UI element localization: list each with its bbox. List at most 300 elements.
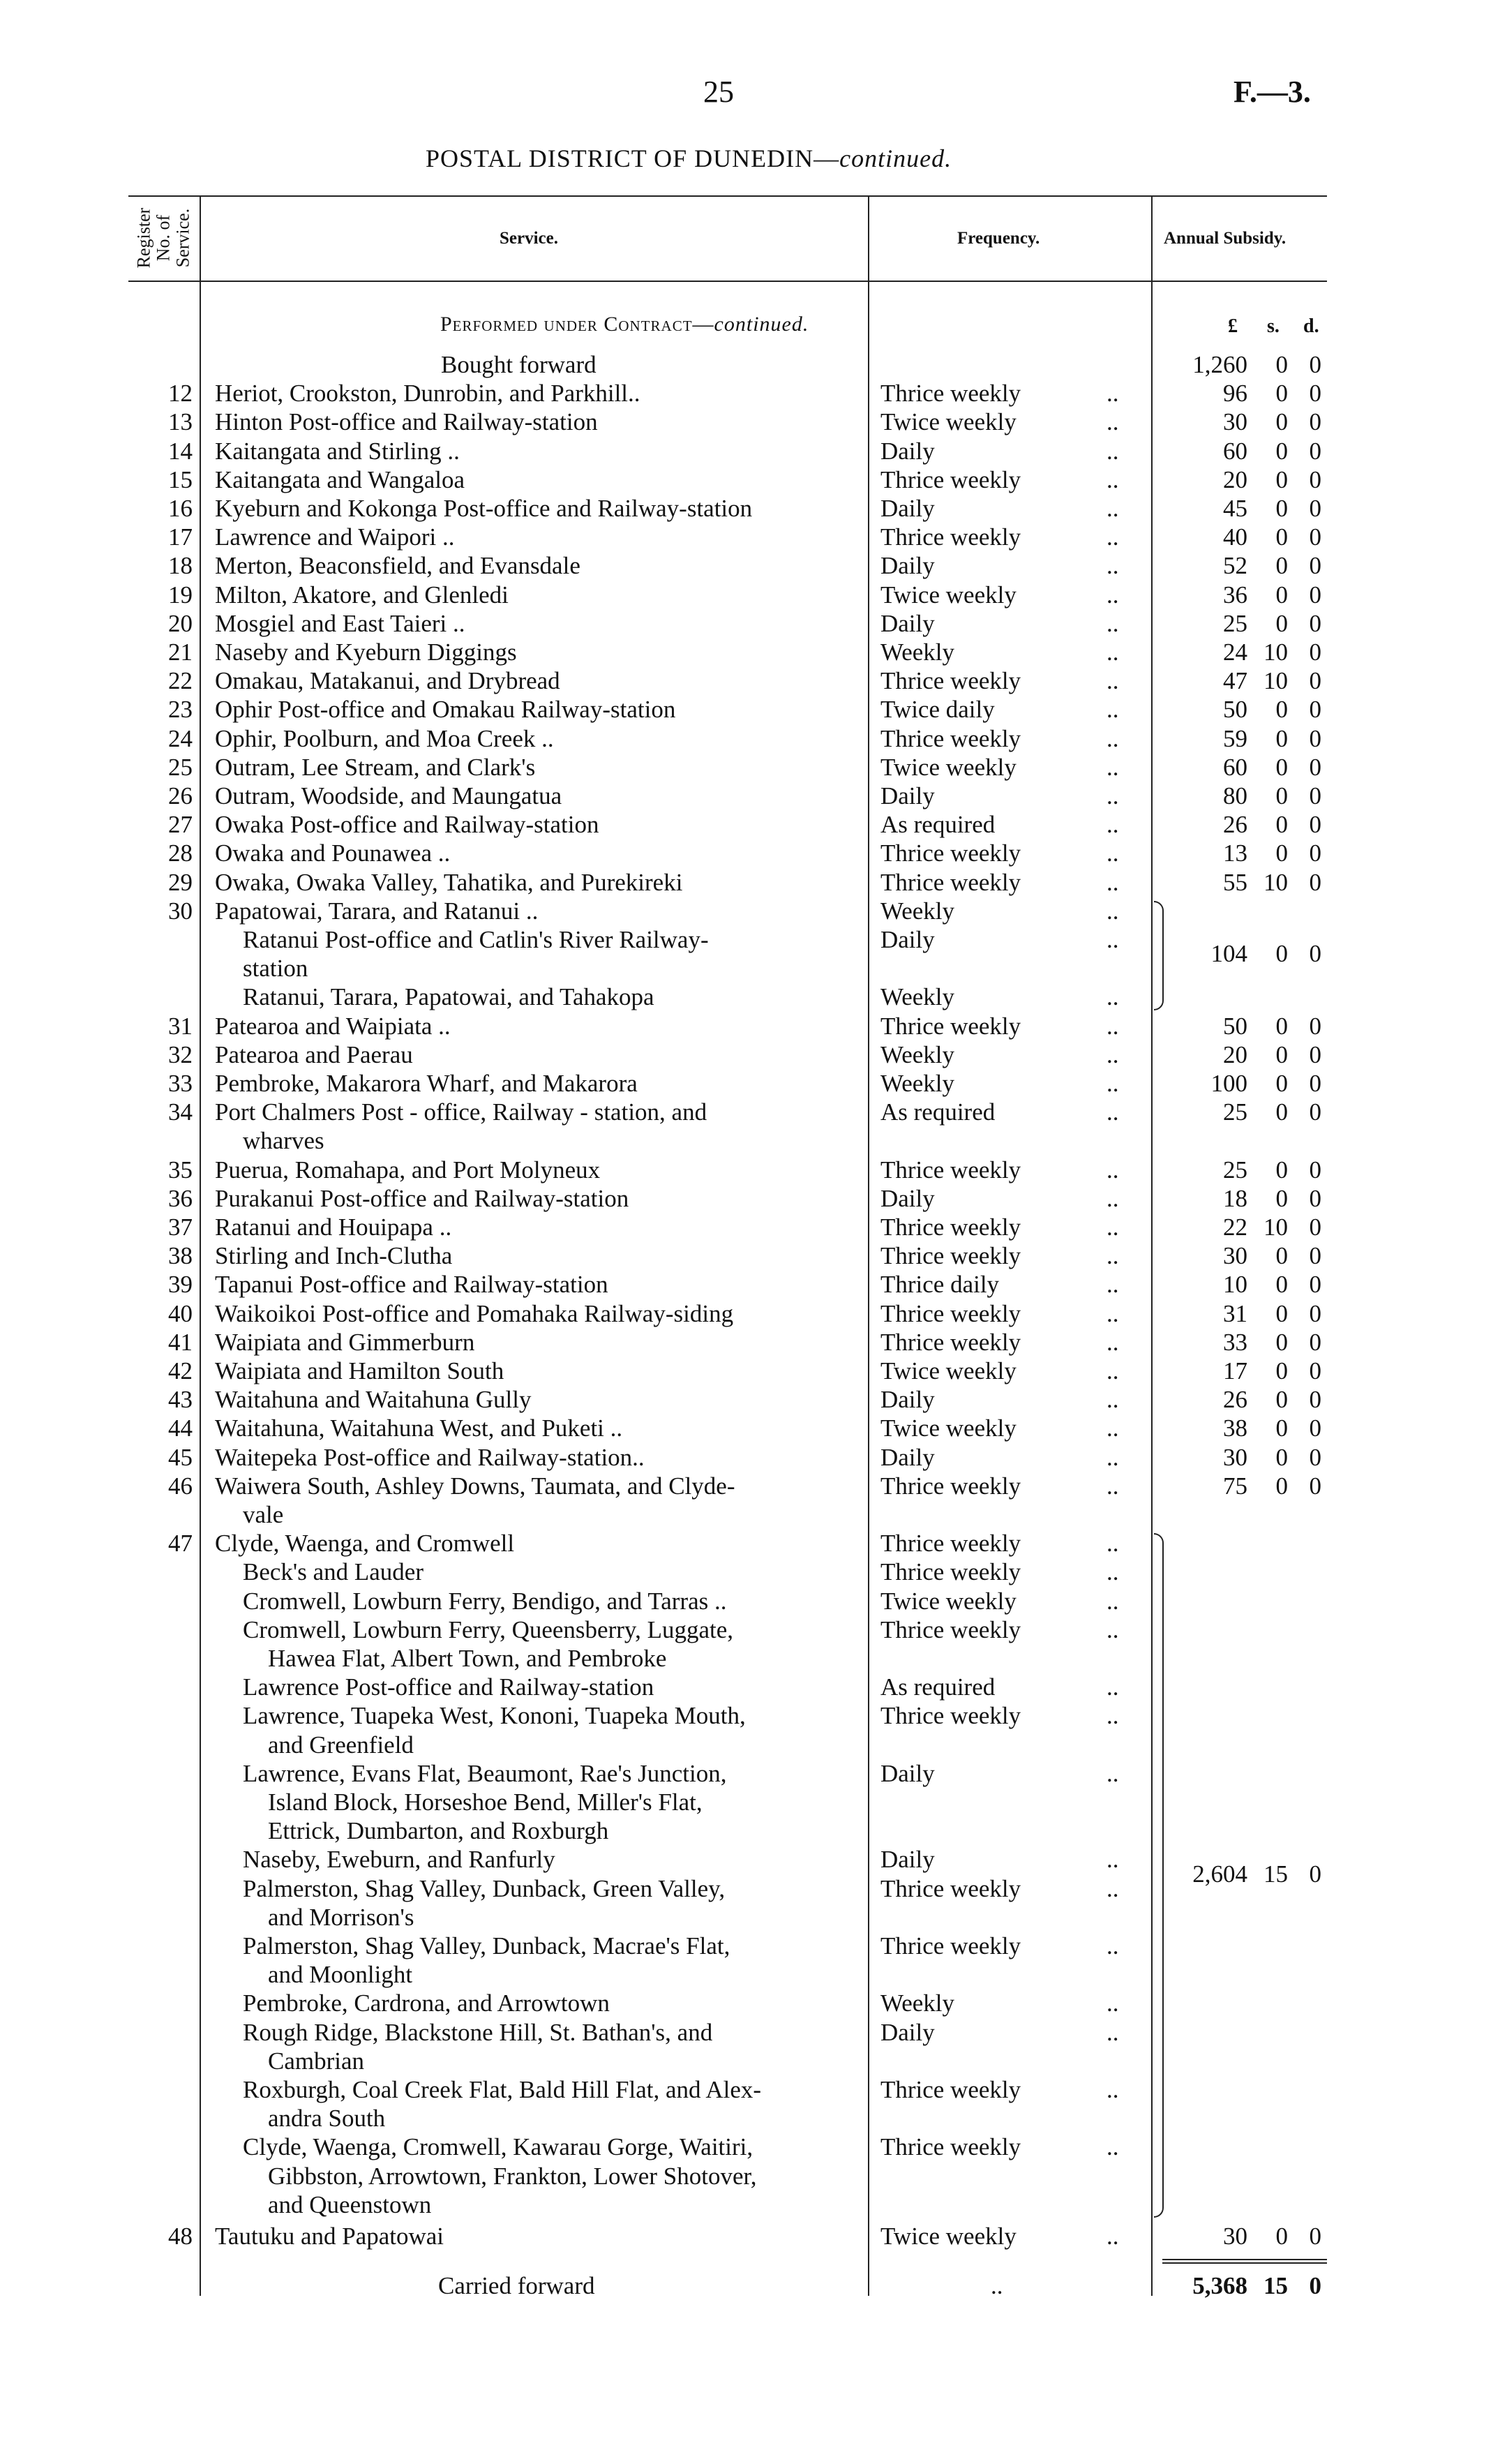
register-number: 16 xyxy=(168,495,193,522)
leader-dots: .. xyxy=(1107,523,1119,551)
frequency: Twice weekly xyxy=(880,1357,1017,1384)
leader-dots: .. xyxy=(1107,1472,1119,1500)
amount-pence: 0 xyxy=(1309,940,1321,968)
frequency: As required xyxy=(880,1673,996,1701)
amount-pence: 0 xyxy=(1309,1242,1321,1270)
frequency: Weekly xyxy=(880,1040,955,1068)
register-number: 20 xyxy=(168,609,193,637)
frequency: Thrice weekly xyxy=(880,1012,1021,1040)
register-number: 41 xyxy=(168,1328,193,1356)
service-name: Waitahuna, Waitahuna West, and Puketi .. xyxy=(215,1414,623,1442)
amount-shillings: 0 xyxy=(1275,2223,1288,2250)
leader-dots: .. xyxy=(1107,609,1119,637)
leader-dots: .. xyxy=(1107,1012,1119,1040)
group47-line xyxy=(0,1558,1500,1586)
frequency: Thrice weekly xyxy=(880,1214,1021,1241)
frequency: Thrice weekly xyxy=(880,2133,1021,2161)
amount-pounds: 100 xyxy=(1210,1070,1247,1097)
leader-dots: .. xyxy=(1107,926,1119,953)
service-name: and Greenfield xyxy=(268,1731,414,1759)
amount-pence: 0 xyxy=(1309,351,1321,378)
table-row xyxy=(0,753,1500,782)
amount-pounds: 33 xyxy=(1223,1328,1247,1356)
leader-dots: .. xyxy=(1107,380,1119,408)
amount-pence: 0 xyxy=(1309,1214,1321,1241)
table-row xyxy=(0,638,1500,666)
amount-pence: 0 xyxy=(1309,1443,1321,1471)
group47-line xyxy=(0,1816,1500,1845)
leader-dots: .. xyxy=(1107,639,1119,666)
amount-pounds: 80 xyxy=(1223,782,1247,809)
frequency: Twice weekly xyxy=(880,1587,1017,1615)
leader-dots: .. xyxy=(1107,2223,1119,2250)
register-number: 42 xyxy=(168,1357,193,1384)
table-row xyxy=(0,1443,1500,1472)
amount-pounds: 60 xyxy=(1223,437,1247,465)
frequency: Twice weekly xyxy=(880,408,1017,436)
brace-group47 xyxy=(1154,1533,1164,2218)
amount-pence: 0 xyxy=(1309,380,1321,408)
service-name: Waitahuna and Waitahuna Gully xyxy=(215,1386,532,1414)
table-row xyxy=(0,724,1500,753)
frequency: Daily xyxy=(880,495,935,522)
amount-pence: 0 xyxy=(1309,696,1321,724)
service-name: Owaka and Pounawea .. xyxy=(215,839,451,867)
amount-pounds: 40 xyxy=(1223,523,1247,551)
table-row xyxy=(0,1126,1500,1155)
bought-forward-label: Bought forward xyxy=(441,351,597,378)
group47-line xyxy=(0,1759,1500,1788)
amount-pence: 0 xyxy=(1309,1357,1321,1384)
leader-dots: .. xyxy=(1107,1443,1119,1471)
amount-pence: 0 xyxy=(1309,1386,1321,1414)
service-name: Port Chalmers Post - office, Railway - station, and xyxy=(215,1098,707,1126)
register-number: 35 xyxy=(168,1156,193,1184)
service-name: vale xyxy=(243,1501,284,1528)
register-number: 43 xyxy=(168,1386,193,1414)
group30-line xyxy=(0,897,1500,925)
amount-shillings: 0 xyxy=(1275,1271,1288,1299)
leader-dots: .. xyxy=(1107,782,1119,809)
unit-pounds: £ xyxy=(1228,315,1238,337)
table-row xyxy=(0,1156,1500,1184)
service-name: Waipiata and Gimmerburn xyxy=(215,1328,475,1356)
amount-shillings: 0 xyxy=(1275,1156,1288,1184)
service-name: Waitepeka Post-office and Railway-station.. xyxy=(215,1443,645,1471)
amount-shillings: 0 xyxy=(1275,1443,1288,1471)
table-row xyxy=(0,1500,1500,1529)
frequency: Daily xyxy=(880,609,935,637)
service-name: andra South xyxy=(268,2105,386,2133)
table-row xyxy=(0,465,1500,494)
table-row xyxy=(0,581,1500,609)
amount-shillings: 15 xyxy=(1263,1860,1288,1888)
service-name: Waiwera South, Ashley Downs, Taumata, and Clyde- xyxy=(215,1472,735,1500)
amount-pence: 0 xyxy=(1309,1414,1321,1442)
register-number: 37 xyxy=(168,1214,193,1241)
register-number: 40 xyxy=(168,1299,193,1327)
service-name: Lawrence Post-office and Railway-station xyxy=(243,1673,654,1701)
amount-shillings: 0 xyxy=(1275,523,1288,551)
frequency: Daily xyxy=(880,437,935,465)
amount-shillings: 0 xyxy=(1275,437,1288,465)
unit-shillings: s. xyxy=(1267,315,1280,337)
amount-shillings: 0 xyxy=(1275,940,1288,968)
amount-shillings: 0 xyxy=(1275,380,1288,408)
title-continued: continued. xyxy=(839,144,952,172)
amount-pence: 0 xyxy=(1309,609,1321,637)
table-row xyxy=(0,839,1500,867)
leader-dots: .. xyxy=(1107,897,1119,925)
service-name: Omakau, Matakanui, and Drybread xyxy=(215,667,560,695)
amount-pounds: 45 xyxy=(1223,495,1247,522)
frequency: Thrice weekly xyxy=(880,667,1021,695)
group47-line xyxy=(0,2162,1500,2190)
table-row xyxy=(0,1385,1500,1414)
amount-shillings: 0 xyxy=(1275,495,1288,522)
leader-dots: .. xyxy=(1107,1040,1119,1068)
amount-shillings: 0 xyxy=(1275,465,1288,493)
group47-line xyxy=(0,1731,1500,1759)
service-name: Clyde, Waenga, and Cromwell xyxy=(215,1530,515,1558)
frequency: As required xyxy=(880,811,996,839)
service-name: and Morrison's xyxy=(268,1903,414,1931)
amount-shillings: 0 xyxy=(1275,581,1288,608)
service-name: Rough Ridge, Blackstone Hill, St. Bathan's, and xyxy=(243,2018,713,2046)
service-name: Gibbston, Arrowtown, Frankton, Lower Shotover, xyxy=(268,2162,757,2190)
amount-pence: 0 xyxy=(1309,1098,1321,1126)
service-name: Cromwell, Lowburn Ferry, Queensberry, Luggate, xyxy=(243,1615,734,1643)
table-row xyxy=(0,1270,1500,1299)
frequency: Thrice weekly xyxy=(880,724,1021,752)
amount-shillings: 0 xyxy=(1275,1184,1288,1212)
service-name: Tapanui Post-office and Railway-station xyxy=(215,1271,608,1299)
service-name: Lawrence, Tuapeka West, Kononi, Tuapeka Mouth, xyxy=(243,1702,746,1730)
register-number: 17 xyxy=(168,523,193,551)
group47-line xyxy=(0,2190,1500,2219)
register-number: 47 xyxy=(168,1530,193,1558)
frequency: Daily xyxy=(880,2018,935,2046)
header-frequency: Frequency. xyxy=(957,229,1040,248)
leader-dots: .. xyxy=(1107,724,1119,752)
amount-pence: 0 xyxy=(1309,1472,1321,1500)
amount-shillings: 10 xyxy=(1263,1214,1288,1241)
frequency: Thrice weekly xyxy=(880,1242,1021,1270)
amount-shillings: 0 xyxy=(1275,1040,1288,1068)
frequency: Daily xyxy=(880,552,935,580)
frequency: Thrice weekly xyxy=(880,1874,1021,1902)
service-name: Ettrick, Dumbarton, and Roxburgh xyxy=(268,1817,609,1845)
amount-pence: 0 xyxy=(1309,437,1321,465)
leader-dots: .. xyxy=(1107,2018,1119,2046)
group47-line xyxy=(0,2047,1500,2075)
frequency: Weekly xyxy=(880,897,955,925)
service-name: Lawrence and Waipori .. xyxy=(215,523,455,551)
header-subsidy: Annual Subsidy. xyxy=(1164,229,1287,248)
service-name: Ratanui and Houipapa .. xyxy=(215,1214,452,1241)
amount-shillings: 0 xyxy=(1275,753,1288,781)
table-row xyxy=(0,551,1500,580)
register-number: 27 xyxy=(168,811,193,839)
leader-dots: .. xyxy=(1107,552,1119,580)
frequency: Thrice weekly xyxy=(880,523,1021,551)
total-rule-2 xyxy=(1162,2262,1327,2264)
register-number: 48 xyxy=(168,2223,193,2250)
register-number: 31 xyxy=(168,1012,193,1040)
leader-dots: .. xyxy=(1107,408,1119,436)
amount-shillings: 0 xyxy=(1275,1012,1288,1040)
amount-shillings: 0 xyxy=(1275,1098,1288,1126)
amount-pounds: 25 xyxy=(1223,1156,1247,1184)
amount-pounds: 36 xyxy=(1223,581,1247,608)
amount-pounds: 26 xyxy=(1223,1386,1247,1414)
service-name: Papatowai, Tarara, and Ratanui .. xyxy=(215,897,539,925)
service-name: Ophir, Poolburn, and Moa Creek .. xyxy=(215,724,554,752)
leader-dots: .. xyxy=(1107,1530,1119,1558)
amount-pence: 0 xyxy=(1309,1299,1321,1327)
table-row xyxy=(0,1098,1500,1126)
group47-line xyxy=(0,1673,1500,1701)
register-number: 22 xyxy=(168,667,193,695)
amount-shillings: 0 xyxy=(1275,1242,1288,1270)
service-name: Kyeburn and Kokonga Post-office and Railway-station xyxy=(215,495,753,522)
amount-shillings: 0 xyxy=(1275,1328,1288,1356)
service-name: station xyxy=(243,955,308,983)
amount-pounds: 2,604 xyxy=(1192,1860,1247,1888)
leader-dots: .. xyxy=(1107,983,1119,1011)
service-name: Purakanui Post-office and Railway-station xyxy=(215,1184,629,1212)
amount-pence: 0 xyxy=(1309,408,1321,436)
frequency: Weekly xyxy=(880,639,955,666)
amount-pounds: 30 xyxy=(1223,1443,1247,1471)
amount-pence: 0 xyxy=(1309,782,1321,809)
service-name: Waikoikoi Post-office and Pomahaka Railway-siding xyxy=(215,1299,734,1327)
table-row xyxy=(0,408,1500,436)
header-register xyxy=(128,197,198,279)
service-name: Waipiata and Hamilton South xyxy=(215,1357,504,1384)
amount-shillings: 0 xyxy=(1275,1299,1288,1327)
register-number: 26 xyxy=(168,782,193,809)
amount-shillings: 0 xyxy=(1275,782,1288,809)
amount-pounds: 20 xyxy=(1223,1040,1247,1068)
table-row xyxy=(0,1184,1500,1213)
table-row xyxy=(0,695,1500,724)
register-number: 45 xyxy=(168,1443,193,1471)
amount-shillings: 0 xyxy=(1275,1070,1288,1097)
amount-pence: 0 xyxy=(1309,1860,1321,1888)
service-name: Ratanui, Tarara, Papatowai, and Tahakopa xyxy=(243,983,654,1011)
header-register-label: Register No. of Service. xyxy=(133,207,193,269)
amount-shillings: 0 xyxy=(1275,1414,1288,1442)
table-row xyxy=(0,1299,1500,1328)
leader-dots: .. xyxy=(1107,1673,1119,1701)
register-number: 25 xyxy=(168,753,193,781)
table-row xyxy=(0,1414,1500,1442)
service-name: Cambrian xyxy=(268,2047,365,2075)
document-reference: F.—3. xyxy=(1233,75,1311,109)
frequency: Thrice weekly xyxy=(880,1156,1021,1184)
leader-dots: .. xyxy=(1107,495,1119,522)
service-name: Merton, Beaconsfield, and Evansdale xyxy=(215,552,580,580)
register-number: 28 xyxy=(168,839,193,867)
leader-dots: .. xyxy=(1107,581,1119,608)
service-name: Patearoa and Paerau xyxy=(215,1040,413,1068)
amount-pence: 0 xyxy=(1309,1184,1321,1212)
service-name: Puerua, Romahapa, and Port Molyneux xyxy=(215,1156,601,1184)
leader-dots: .. xyxy=(1107,753,1119,781)
table-row xyxy=(0,379,1500,408)
service-name: Hawea Flat, Albert Town, and Pembroke xyxy=(268,1645,667,1672)
unit-pence: d. xyxy=(1303,315,1319,337)
amount-pounds: 18 xyxy=(1223,1184,1247,1212)
table-row xyxy=(0,2222,1500,2250)
section-continued: continued. xyxy=(714,313,809,336)
service-name: Patearoa and Waipiata .. xyxy=(215,1012,451,1040)
amount-pence: 0 xyxy=(1309,1156,1321,1184)
frequency: Thrice weekly xyxy=(880,1932,1021,1959)
service-name: Naseby and Kyeburn Diggings xyxy=(215,639,517,666)
leader-dots: .. xyxy=(1107,1328,1119,1356)
amount-pence: 0 xyxy=(1309,667,1321,695)
service-name: Hinton Post-office and Railway-station xyxy=(215,408,598,436)
amount-pounds: 30 xyxy=(1223,408,1247,436)
group47-line xyxy=(0,1701,1500,1730)
frequency: Thrice weekly xyxy=(880,1558,1021,1586)
frequency: Thrice weekly xyxy=(880,1702,1021,1730)
frequency: Daily xyxy=(880,1846,935,1874)
register-number: 18 xyxy=(168,552,193,580)
leader-dots: .. xyxy=(1107,2076,1119,2103)
frequency: Twice daily xyxy=(880,696,995,724)
amount-shillings: 0 xyxy=(1275,351,1288,378)
service-name: Palmerston, Shag Valley, Dunback, Macrae's Flat, xyxy=(243,1932,730,1959)
table-row xyxy=(0,868,1500,897)
amount-shillings: 10 xyxy=(1263,868,1288,896)
frequency: Thrice weekly xyxy=(880,1299,1021,1327)
register-number: 12 xyxy=(168,380,193,408)
frequency: Daily xyxy=(880,1759,935,1787)
table-row xyxy=(0,1012,1500,1040)
register-number: 19 xyxy=(168,581,193,608)
frequency: Daily xyxy=(880,1386,935,1414)
leader-dots: .. xyxy=(1107,2133,1119,2161)
leader-dots: .. xyxy=(1107,1156,1119,1184)
table-row xyxy=(0,494,1500,523)
amount-shillings: 0 xyxy=(1275,1386,1288,1414)
table-row xyxy=(0,437,1500,465)
leader-dots: .. xyxy=(1107,1874,1119,1902)
header-bottom-rule xyxy=(128,281,1327,282)
leader-dots: .. xyxy=(1107,1242,1119,1270)
amount-pounds: 20 xyxy=(1223,465,1247,493)
register-number: 38 xyxy=(168,1242,193,1270)
register-number: 21 xyxy=(168,639,193,666)
leader-dots: .. xyxy=(1107,667,1119,695)
register-number: 46 xyxy=(168,1472,193,1500)
bought-forward-row xyxy=(0,350,1500,379)
amount-shillings: 0 xyxy=(1275,839,1288,867)
carried-forward-label: Carried forward xyxy=(438,2272,595,2300)
header-service: Service. xyxy=(500,229,558,248)
amount-pence: 0 xyxy=(1309,1271,1321,1299)
leader-dots: .. xyxy=(1107,1587,1119,1615)
frequency: Twice weekly xyxy=(880,1414,1017,1442)
page-title xyxy=(426,144,952,173)
table-row xyxy=(0,782,1500,810)
table-row xyxy=(0,1357,1500,1385)
service-name: Owaka Post-office and Railway-station xyxy=(215,811,599,839)
leader-dots: .. xyxy=(1107,465,1119,493)
service-name: Kaitangata and Stirling .. xyxy=(215,437,460,465)
group47-line xyxy=(0,1587,1500,1615)
frequency: Thrice daily xyxy=(880,1271,1000,1299)
table-row xyxy=(0,609,1500,638)
frequency: Thrice weekly xyxy=(880,1530,1021,1558)
amount-pounds: 30 xyxy=(1223,2223,1247,2250)
frequency: Daily xyxy=(880,782,935,809)
service-name: Ratanui Post-office and Catlin's River Railway- xyxy=(243,926,709,953)
header-top-rule xyxy=(128,195,1327,197)
service-name: Owaka, Owaka Valley, Tahatika, and Purekireki xyxy=(215,868,683,896)
section-heading xyxy=(440,313,809,336)
amount-pence: 0 xyxy=(1309,495,1321,522)
table-row xyxy=(0,1069,1500,1098)
amount-pounds: 59 xyxy=(1223,724,1247,752)
amount-pounds: 24 xyxy=(1223,639,1247,666)
leader-dots: .. xyxy=(1107,1932,1119,1959)
group47-line xyxy=(0,2075,1500,2104)
service-name: Outram, Woodside, and Maungatua xyxy=(215,782,562,809)
frequency: Twice weekly xyxy=(880,581,1017,608)
service-name: Pembroke, Makarora Wharf, and Makarora xyxy=(215,1070,638,1097)
service-name: Naseby, Eweburn, and Ranfurly xyxy=(243,1846,555,1874)
leader-dots: .. xyxy=(1107,1414,1119,1442)
amount-pounds: 5,368 xyxy=(1192,2272,1247,2300)
service-name: Palmerston, Shag Valley, Dunback, Green Valley, xyxy=(243,1874,726,1902)
amount-pounds: 55 xyxy=(1223,868,1247,896)
frequency: Thrice weekly xyxy=(880,839,1021,867)
register-number: 36 xyxy=(168,1184,193,1212)
group47-line xyxy=(0,1615,1500,1644)
amount-pence: 0 xyxy=(1309,724,1321,752)
amount-shillings: 0 xyxy=(1275,724,1288,752)
register-number: 39 xyxy=(168,1271,193,1299)
service-name: Clyde, Waenga, Cromwell, Kawarau Gorge, Waitiri, xyxy=(243,2133,753,2161)
leader-dots: .. xyxy=(1107,1702,1119,1730)
amount-pence: 0 xyxy=(1309,1070,1321,1097)
amount-shillings: 10 xyxy=(1263,639,1288,666)
carried-forward-row xyxy=(0,2271,1500,2300)
amount-pounds: 38 xyxy=(1223,1414,1247,1442)
amount-pounds: 60 xyxy=(1223,753,1247,781)
frequency: As required xyxy=(880,1098,996,1126)
amount-shillings: 0 xyxy=(1275,1357,1288,1384)
amount-pounds: 1,260 xyxy=(1192,351,1247,378)
brace-group30 xyxy=(1154,901,1164,1010)
frequency: Thrice weekly xyxy=(880,1328,1021,1356)
leader-dots: .. xyxy=(1107,1846,1119,1874)
group47-line xyxy=(0,2104,1500,2133)
service-name: Cromwell, Lowburn Ferry, Bendigo, and Tarras .. xyxy=(243,1587,727,1615)
group47-line xyxy=(0,2018,1500,2047)
amount-shillings: 0 xyxy=(1275,552,1288,580)
register-number: 14 xyxy=(168,437,193,465)
table-row xyxy=(0,1040,1500,1069)
frequency: Twice weekly xyxy=(880,2223,1017,2250)
register-number: 24 xyxy=(168,724,193,752)
service-name: Beck's and Lauder xyxy=(243,1558,423,1586)
amount-shillings: 0 xyxy=(1275,408,1288,436)
